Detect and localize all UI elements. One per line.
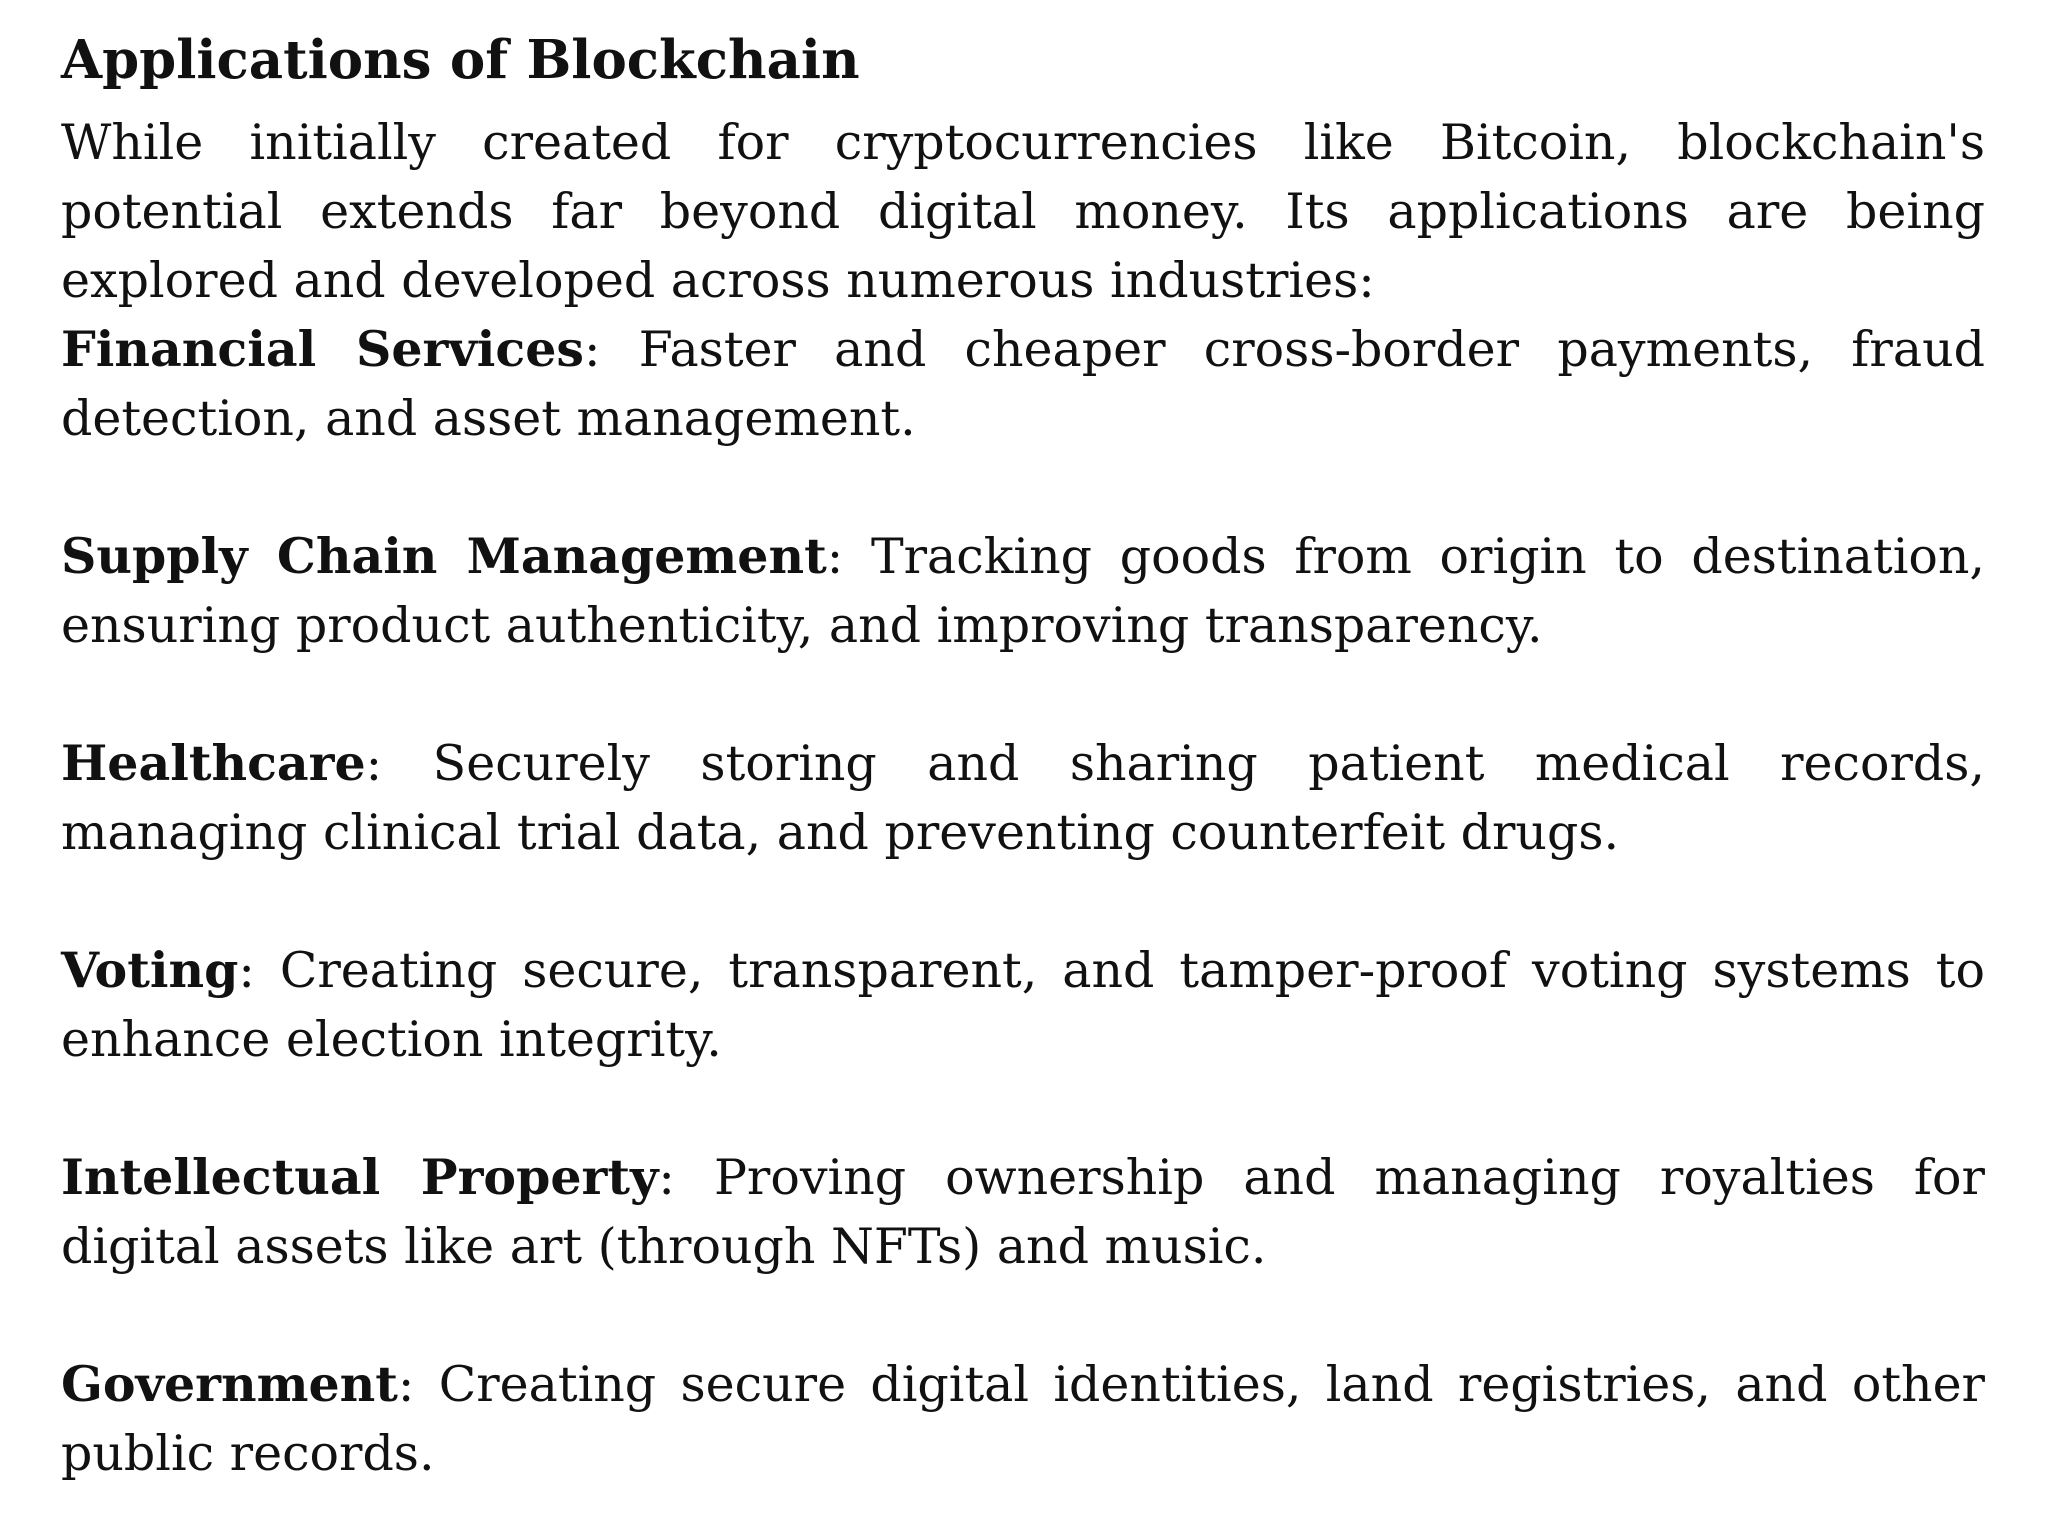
application-description: Creating secure, transparent, and tamper-proof voting systems to enhance election integrity. [61,942,1985,1068]
application-description: Proving ownership and managing royalties for digital assets like art (through NFTs) and music. [61,1149,1985,1275]
application-term: Financial Services [61,320,585,378]
intro-paragraph: While initially created for cryptocurrencies like Bitcoin, blockchain's potential extends far beyond digital money. Its applications are being explored and developed across numerous industries: [61,114,1985,309]
application-term: Healthcare [61,734,366,792]
application-intellectual-property: Intellectual Property: Proving ownership and managing royalties for digital assets like art (through NFTs) and music. [61,1148,1985,1275]
application-term: Intellectual Property [61,1148,659,1206]
application-description: Securely storing and sharing patient medical records, managing clinical trial data, and preventing counterfeit drugs. [61,735,1985,861]
application-description: Creating secure digital identities, land registries, and other public records. [61,1356,1985,1482]
page-title: Applications of Blockchain [61,29,860,91]
application-supply-chain-management: Supply Chain Management: Tracking goods from origin to destination, ensuring product authenticity, and improving transparency. [61,527,1986,654]
application-term: Supply Chain Management [61,527,827,585]
application-term: Voting [61,941,239,999]
application-description: Tracking goods from origin to destination, ensuring product authenticity, and improving transparency. [61,528,1986,654]
application-financial-services: Financial Services: Faster and cheaper cross-border payments, fraud detection, and asset management. [61,320,1985,447]
application-healthcare: Healthcare: Securely storing and sharing patient medical records, managing clinical trial data, and preventing counterfeit drugs. [61,734,1985,861]
application-term: Government [61,1355,398,1413]
document-body [61,24,1985,1488]
application-government: Government: Creating secure digital identities, land registries, and other public records. [61,1355,1985,1482]
applications-list [61,315,1985,1488]
application-description: Faster and cheaper cross-border payments, fraud detection, and asset management. [61,321,1985,447]
application-voting: Voting: Creating secure, transparent, and tamper-proof voting systems to enhance election integrity. [61,941,1985,1068]
